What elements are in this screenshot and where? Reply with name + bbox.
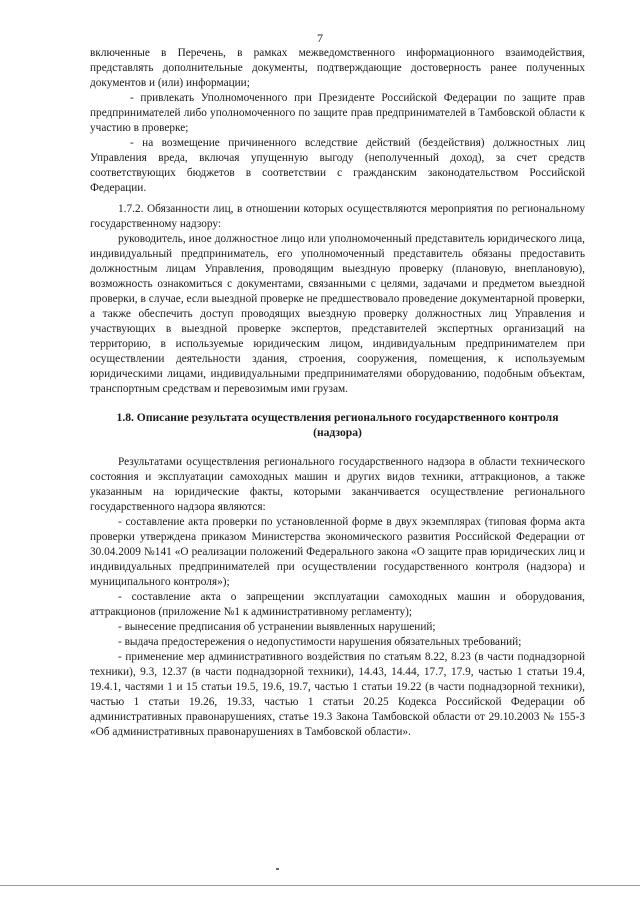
list-item-administrative-measures: - применение мер административного воздействия по статьям 8.22, 8.23 (в части поднадзорной техники), 9.3, 12.37 (в части поднадзорной техники), 14.43, 14.44, 17.7, 17.9, частью 1 статьи 19.4, 19.4.1, частями 1 и 15 статьи 19.5, 19.6, 19.7, частью 1 статьи 19.22 (в части поднадзорной техники), частью 1 статьи 19.26, 19.33, частью 1 статьи 20.25 Кодекса Российской Федерации об административных правонарушениях, статье 19.3 Закона Тамбовской области от 29.10.2003 № 155-З «Об административных правонарушениях в Тамбовской области». (90, 651, 585, 738)
scan-bottom-edge (0, 885, 640, 886)
paragraph-duties-heading: 1.7.2. Обязанности лиц, в отношении которых осуществляются мероприятия по региональному государственному надзору: (90, 203, 585, 230)
paragraph-continuation: включенные в Перечень, в рамках межведомственного информационного взаимодействия, представлять дополнительные документы, подтверждающие достоверность ранее полученных документов и (или) информации; (90, 47, 585, 89)
document-body (90, 46, 585, 740)
list-item-inspection-act: - составление акта проверки по установленной форме в двух экземплярах (типовая форма акта проверки утверждена приказом Министерства экономического развития Российской Федерации от 30.04.2009 №141 «О реализации положений Федерального закона «О защите прав юридических лиц и индивидуальных предпринимателей при осуществлении государственного контроля (надзора) и муниципального контроля»); (90, 516, 585, 588)
scan-mark (276, 868, 279, 870)
page-number: 7 (317, 31, 323, 45)
paragraph-right-engage-ombudsman: - привлекать Уполномоченного при Президенте Российской Федерации по защите прав предпринимателей либо уполномоченного по защите прав предпринимателей в Тамбовской области к участию в проверке; (90, 92, 585, 134)
list-item-prohibition-act: - составление акта о запрещении эксплуатации самоходных машин и оборудования, аттракционов (приложение №1 к административному регламенту); (90, 591, 585, 618)
section-heading: 1.8. Описание результата осуществления регионального государственного контроля (надзора) (116, 411, 559, 439)
list-item-order: - вынесение предписания об устранении выявленных нарушений; (118, 621, 436, 633)
list-item-warning: - выдача предостережения о недопустимости нарушения обязательных требований; (118, 636, 522, 648)
paragraph-duties-text: руководитель, иное должностное лицо или уполномоченный представитель юридического лица, индивидуальный предприниматель, его уполномоченный представитель обязаны предоставить должностным лицам Управления, проводящим выездную проверку (плановую, внеплановую), возможность ознакомиться с документами, связанными с целями, задачами и предметом выездной проверки, в случае, если выездной проверке не предшествовало проведение документарной проверки, а также обеспечить доступ проводящих выездную проверку должностных лиц Управления и участвующих в выездной проверке экспертов, представителей экспертных организаций на территорию, в используемые юридическим лицом, индивидуальным предпринимателем при осуществлении деятельности здания, строения, сооружения, помещения, к используемым юридическими лицами, индивидуальными предпринимателями оборудованию, подобным объектам, транспортным средствам и перевозимым ими грузам. (90, 233, 585, 395)
paragraph-right-compensation: - на возмещение причиненного вследствие действий (бездействия) должностных лиц Управления вреда, включая упущенную выгоду (неполученный доход), за счет средств соответствующих бюджетов в соответствии с гражданским законодательством Российской Федерации. (90, 137, 585, 194)
paragraph-results-intro: Результатами осуществления регионального государственного надзора в области технического состояния и эксплуатации самоходных машин и других видов техники, аттракционов, а также указанным на юридические факты, которыми заканчивается осуществление регионального государственного надзора являются: (90, 456, 585, 513)
